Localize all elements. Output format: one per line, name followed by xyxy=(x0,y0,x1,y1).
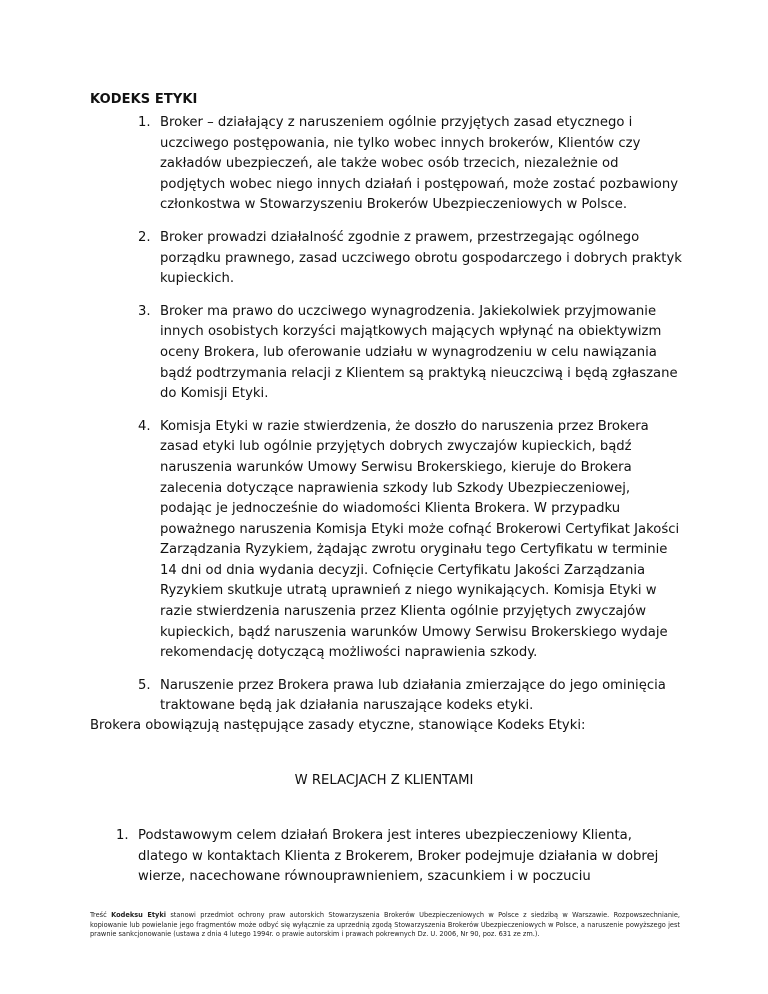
list-item xyxy=(138,228,683,290)
list-item-text: Komisja Etyki w razie stwierdzenia, że doszło do naruszenia przez Brokera zasad etyki lub ogólnie przyjętych dobrych zwyczajów kupieckich, bądź naruszenia warunków Umowy Serwisu Brokerskiego, kieruje do Brokera zalecenia dotyczące naprawienia szkody lub Szkody Ubezpieczeniowej, podając je jednocześnie do wiadomości Klienta Brokera. W przypadku poważnego naruszenia Komisja Etyki może cofnąć Brokerowi Certyfikat Jakości Zarządzania Ryzykiem, żądając zwrotu oryginału tego Certyfikatu w terminie 14 dni od dnia wydania decyzji. Cofnięcie Certyfikatu Jakości Zarządzania Ryzykiem skutkuje utratą uprawnień z niego wynikających. Komisja Etyki w razie stwierdzenia naruszenia przez Klienta ogólnie przyjętych zwyczajów kupieckich, bądź naruszenia warunków Umowy Serwisu Brokerskiego wydaje rekomendację dotyczącą możliwości naprawienia szkody. xyxy=(160,418,680,661)
footer-text: stanowi przedmiot ochrony praw autorskich Stowarzyszenia Brokerów Ubezpieczeniowych w Polsce z siedzibą w Warszawie. Rozpowszechnianie, kopiowanie lub powielanie jego fragmentów może odbyć się wyłącznie za uprzednią zgodą Stowarzyszenia Brokerów Ubezpieczeniowych w Polsce, a naruszenie powyższego jest prawnie sankcjonowanie (ustawa z dnia 4 lutego 1994r. o prawie autorskim i prawach pokrewnych Dz. U. 2006, Nr 90, poz. 631 ze zm.). xyxy=(90,911,680,939)
list-item-number: 5. xyxy=(138,677,151,693)
section-title: W RELACJACH Z KLIENTAMI xyxy=(294,773,474,788)
list-item-number: 1. xyxy=(116,828,129,843)
list-item-text: Broker – działający z naruszeniem ogólnie przyjętych zasad etycznego i uczciwego postępowania, nie tylko wobec innych brokerów, Klientów czy zakładów ubezpieczeń, ale także wobec osób trzecich, niezależnie od podjętych wobec niego innych działań i postępowań, może zostać pozbawiony członkostwa w Stowarzyszeniu Brokerów Ubezpieczeniowych w Polsce. xyxy=(160,115,679,213)
list-item xyxy=(116,826,676,888)
document-heading: KODEKS ETYKI xyxy=(90,92,198,107)
list-item xyxy=(138,302,683,405)
list-item-text: Naruszenie przez Brokera prawa lub działania zmierzające do jego ominięcia traktowane będą jak działania naruszające kodeks etyki. xyxy=(160,677,666,714)
copyright-footer xyxy=(90,911,680,940)
list-item-text: Broker ma prawo do uczciwego wynagrodzenia. Jakiekolwiek przyjmowanie innych osobistych korzyści majątkowych mających wpłynąć na obiektywizm oceny Brokera, lub oferowanie udziału w wynagrodzeniu w celu nawiązania bądź podtrzymania relacji z Klientem są praktyką nieuczciwą i będą zgłaszane do Komisji Etyki. xyxy=(160,303,678,402)
code-of-ethics-list xyxy=(138,113,683,729)
list-item-number: 2. xyxy=(138,229,151,245)
client-relations-list xyxy=(116,826,676,888)
list-item-text: Podstawowym celem działań Brokera jest interes ubezpieczeniowy Klienta, dlatego w kontaktach Klienta z Brokerem, Broker podejmuje działania w dobrej wierze, nacechowane równouprawnieniem, szacunkiem i w poczuciu xyxy=(138,828,659,885)
list-item xyxy=(138,676,683,717)
list-item-number: 1. xyxy=(138,115,151,130)
list-item xyxy=(138,113,683,216)
footer-bold-title: Kodeksu Etyki xyxy=(111,911,166,919)
footer-prefix: Treść xyxy=(90,911,107,919)
list-item-text: Broker prowadzi działalność zgodnie z prawem, przestrzegając ogólnego porządku prawnego, zasad uczciwego obrotu gospodarczego i dobrych praktyk kupieckich. xyxy=(160,229,682,287)
list-item-number: 4. xyxy=(138,418,151,434)
intro-paragraph: Brokera obowiązują następujące zasady etyczne, stanowiące Kodeks Etyki: xyxy=(90,718,586,733)
list-item xyxy=(138,417,683,664)
list-item-number: 3. xyxy=(138,303,151,319)
